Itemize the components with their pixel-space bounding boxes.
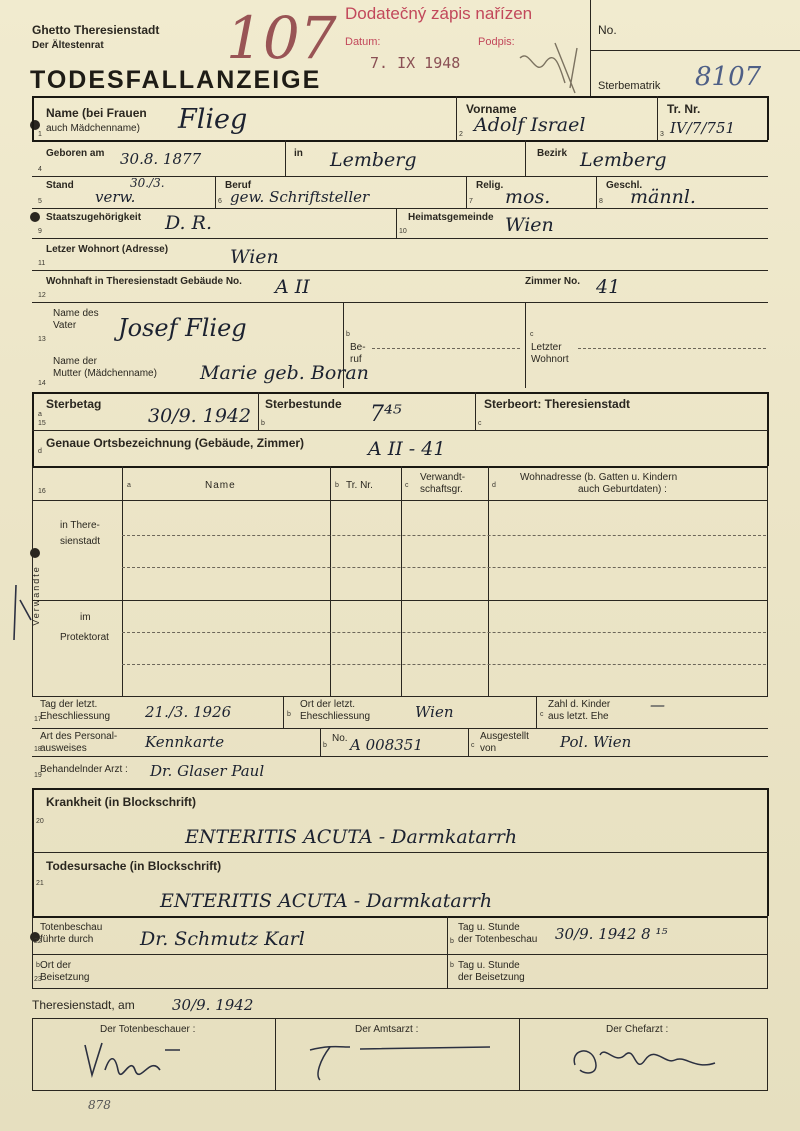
relatives-verwandt-header-2: schaftsgr. — [420, 484, 463, 495]
ausweis-no-label: No. — [332, 733, 348, 744]
field-letter: b — [36, 962, 40, 969]
field-letter: b — [287, 711, 291, 718]
totenbeschau-label: Totenbeschau — [40, 922, 103, 933]
sterbestunde-value: 7⁴⁵ — [370, 402, 402, 427]
row-number: 14 — [38, 380, 46, 387]
arzt-value: Dr. Glaser Paul — [150, 762, 265, 780]
beisetzung-label-2: Beisetzung — [40, 972, 90, 983]
relatives-im-protektorat: im — [80, 612, 91, 623]
row-number: 18 — [34, 746, 42, 753]
relatives-trnr-header: Tr. Nr. — [346, 480, 373, 491]
transport-number-label: Tr. Nr. — [667, 102, 701, 116]
signature-amtsarzt-label: Der Amtsarzt : — [355, 1024, 419, 1035]
field-letter: b — [323, 742, 327, 749]
field-letter: b — [450, 962, 454, 969]
vater-label: Name des — [53, 308, 99, 319]
row-number: 11 — [38, 260, 46, 267]
row-number: 1 — [38, 131, 42, 138]
name-label: Name (bei Frauen — [46, 106, 147, 120]
field-letter: d — [38, 448, 42, 455]
relatives-in-theresienstadt-2: sienstadt — [60, 536, 101, 547]
row-number: 19 — [34, 772, 42, 779]
org-council: Der Ältestenrat — [32, 40, 104, 51]
row-number: 22 — [34, 938, 42, 945]
place-date-value: 30/9. 1942 — [172, 996, 254, 1014]
ortsbezeichnung-label: Genaue Ortsbezeichnung (Gebäude, Zimmer) — [46, 436, 305, 450]
field-letter: b — [346, 331, 350, 338]
row-number: 21 — [36, 880, 44, 887]
heimat-label: Heimatsgemeinde — [408, 212, 494, 223]
geboren-value: 30.8. 1877 — [120, 150, 202, 168]
tagbeis-label-2: der Beisetzung — [458, 972, 525, 983]
eheort-value: Wien — [415, 703, 454, 721]
kinder-label: Zahl d. Kinder — [548, 699, 611, 710]
row-number: 12 — [38, 292, 46, 299]
row-number: 23 — [34, 976, 42, 983]
tagstunde-label-2: der Totenbeschau — [458, 934, 538, 945]
signature-chefarzt — [565, 1035, 735, 1085]
relatives-address-header-2: auch Geburtdaten) : — [578, 484, 667, 495]
ausweis-label: Art des Personal- — [40, 731, 118, 742]
wohnort-value: Wien — [230, 246, 279, 268]
relatives-in-theresienstadt: in There- — [60, 520, 100, 531]
field-letter: c — [540, 711, 544, 718]
stamp-signature — [515, 38, 595, 98]
signature-totenbeschauer — [80, 1035, 200, 1085]
row-number: 9 — [38, 228, 42, 235]
field-letter: a — [38, 411, 42, 418]
field-letter: d — [492, 482, 496, 489]
sterbetag-value: 30/9. 1942 — [148, 405, 252, 427]
wohnort-label: Letzer Wohnort (Adresse) — [46, 244, 169, 255]
stand-label: Stand — [46, 180, 74, 191]
ehe-label: Tag der letzt. — [40, 699, 98, 710]
beruf-value: gew. Schriftsteller — [230, 188, 370, 206]
row-number: 5 — [38, 198, 42, 205]
surname-value: Flieg — [178, 104, 248, 135]
ausgestellt-label-2: von — [480, 743, 497, 754]
ehe-label-2: Eheschliessung — [40, 711, 111, 722]
vater-value: Josef Flieg — [118, 314, 247, 342]
row-number: 13 — [38, 336, 46, 343]
ehe-value: 21./3. 1926 — [145, 703, 232, 721]
row-number: 15 — [38, 420, 46, 427]
field-letter: c — [405, 482, 409, 489]
field-letter: b — [450, 938, 454, 945]
zimmer-label: Zimmer No. — [525, 276, 581, 287]
birthplace-value: Lemberg — [330, 149, 417, 171]
geschlecht-label: Geschl. — [606, 180, 643, 191]
signature-amtsarzt — [300, 1035, 500, 1085]
stamp-podpis-label: Podpis: — [478, 36, 515, 48]
field-letter: a — [127, 482, 131, 489]
eheort-label-2: Eheschliessung — [300, 711, 371, 722]
field-letter: c — [471, 742, 475, 749]
mutter-value: Marie geb. Boran — [200, 362, 369, 384]
mutter-label-2: Mutter (Mädchenname) — [53, 368, 157, 379]
relatives-address-header: Wohnadresse (b. Gatten u. Kindern — [520, 472, 678, 483]
row-number: 17 — [34, 716, 42, 723]
relatives-verwandt-header: Verwandt- — [420, 472, 466, 483]
letzter-wohnort-label-2: Wohnort — [531, 354, 569, 365]
no-label: No. — [598, 23, 617, 37]
relatives-vertical-label: Verwandte — [30, 565, 41, 626]
row-number: 16 — [38, 488, 46, 495]
parent-beruf-label: Be- — [350, 342, 366, 353]
relatives-name-header: Name — [205, 480, 236, 491]
todesursache-value: ENTERITIS ACUTA - Darmkatarrh — [160, 890, 493, 912]
form-title: TODESFALLANZEIGE — [30, 66, 322, 94]
ausgestellt-value: Pol. Wien — [560, 733, 632, 751]
staats-label: Staatszugehörigkeit — [46, 212, 142, 223]
stand-value-date: 30./3. — [130, 176, 165, 190]
corner-note: 878 — [88, 1098, 111, 1112]
ausweis-label-2: ausweises — [40, 743, 87, 754]
kinder-label-2: aus letzt. Ehe — [548, 711, 609, 722]
margin-scribble — [6, 580, 36, 650]
stamp-title: Dodatečný zápis nařízen — [345, 4, 533, 23]
beruf-label: Beruf — [225, 180, 252, 191]
zimmer-value: 41 — [596, 276, 621, 298]
geboren-label: Geboren am — [46, 148, 105, 159]
tagbeis-label: Tag u. Stunde — [458, 960, 520, 971]
letzter-wohnort-label: Letzter — [531, 342, 562, 353]
stamp-datum-label: Datum: — [345, 36, 381, 48]
todesursache-label: Todesursache (in Blockschrift) — [46, 859, 222, 873]
vorname-label: Vorname — [466, 102, 517, 116]
row-number: 7 — [469, 198, 473, 205]
field-letter: c — [530, 331, 534, 338]
totenbeschau-label-2: führte durch — [40, 934, 94, 945]
signature-chefarzt-label: Der Chefarzt : — [606, 1024, 669, 1035]
row-number: 4 — [38, 166, 42, 173]
krankheit-label: Krankheit (in Blockschrift) — [46, 795, 197, 809]
beisetzung-label: Ort der — [40, 960, 72, 971]
org-name: Ghetto Theresienstadt — [32, 23, 160, 37]
ausgestellt-label: Ausgestellt — [480, 731, 529, 742]
sterbeort-label: Sterbeort: Theresienstadt — [484, 397, 631, 411]
ausweis-no-value: A 008351 — [350, 736, 423, 754]
punch-hole — [30, 212, 40, 222]
tagstunde-label: Tag u. Stunde — [458, 922, 520, 933]
heimat-value: Wien — [505, 214, 554, 236]
row-number: 2 — [459, 131, 463, 138]
relatives-im-protektorat-2: Protektorat — [60, 632, 109, 643]
gebaeude-label: Wohnhaft in Theresienstadt Gebäude No. — [46, 276, 242, 287]
sterbematrik-label: Sterbematrik — [598, 80, 661, 92]
staats-value: D. R. — [165, 212, 212, 234]
arzt-label: Behandelnder Arzt : — [40, 764, 128, 775]
sterbematrik-value: 8107 — [695, 62, 762, 92]
vorname-value: Adolf Israel — [474, 114, 586, 136]
totenbeschau-value: Dr. Schmutz Karl — [140, 928, 305, 950]
stand-value: verw. — [95, 188, 136, 206]
stamp-date: 7. IX 1948 — [370, 54, 461, 72]
row-number: 6 — [218, 198, 222, 205]
bezirk-value: Lemberg — [580, 149, 667, 171]
eheort-label: Ort der letzt. — [300, 699, 356, 710]
sterbestunde-label: Sterbestunde — [265, 397, 342, 411]
red-serial-number: 107 — [226, 4, 337, 72]
field-letter: b — [261, 420, 265, 427]
geschlecht-value: männl. — [630, 186, 696, 208]
field-letter: b — [335, 482, 339, 489]
name-label-2: auch Mädchenname) — [46, 123, 140, 134]
row-number: 10 — [399, 228, 407, 235]
row-number: 3 — [660, 131, 664, 138]
religion-label: Relig. — [476, 180, 504, 191]
parent-beruf-label-2: ruf — [350, 354, 362, 365]
place-date-label: Theresienstadt, am — [32, 998, 135, 1012]
vater-label-2: Vater — [53, 320, 77, 331]
signature-totenbeschauer-label: Der Totenbeschauer : — [100, 1024, 196, 1035]
bezirk-label: Bezirk — [537, 148, 568, 159]
row-number: 8 — [599, 198, 603, 205]
birthplace-label: in — [294, 148, 303, 159]
krankheit-value: ENTERITIS ACUTA - Darmkatarrh — [185, 826, 518, 848]
gebaeude-value: A II — [275, 276, 310, 298]
field-letter: c — [478, 420, 482, 427]
ausweis-value: Kennkarte — [145, 733, 225, 751]
row-number: 20 — [36, 818, 44, 825]
transport-number-value: IV/7/751 — [670, 119, 736, 137]
kinder-value: — — [650, 696, 665, 714]
tagstunde-value: 30/9. 1942 8 ¹⁵ — [555, 925, 668, 943]
religion-value: mos. — [505, 186, 551, 208]
ortsbezeichnung-value: A II - 41 — [368, 438, 446, 460]
sterbetag-label: Sterbetag — [46, 397, 102, 411]
mutter-label: Name der — [53, 356, 97, 367]
